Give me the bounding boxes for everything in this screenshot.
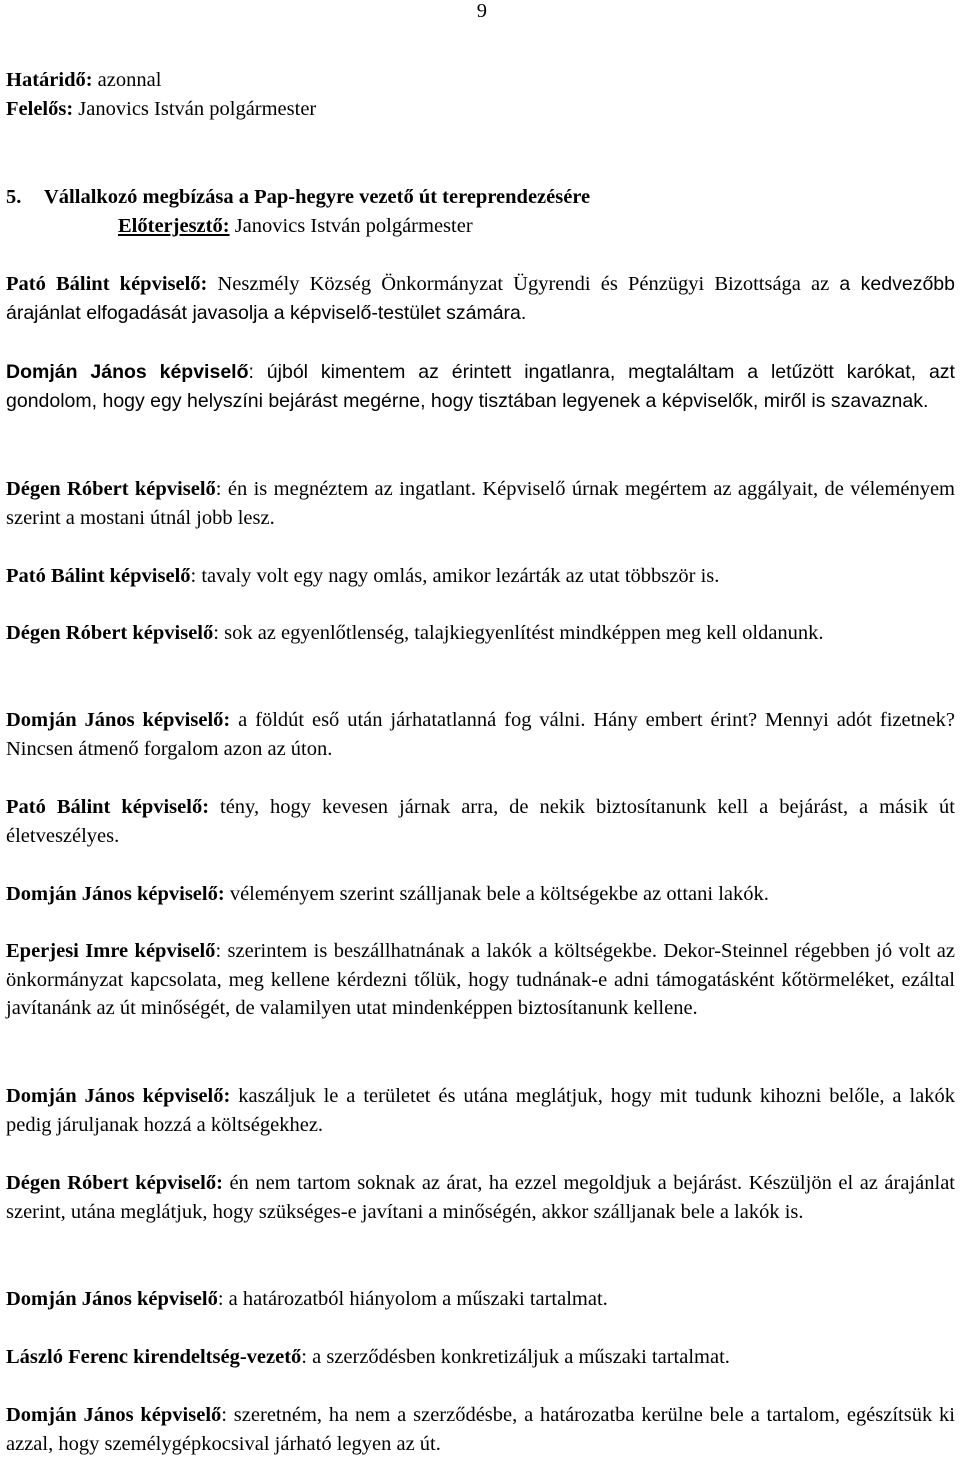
speech: a földút eső után járhatatlanná fog válni. Hány embert érint? Mennyi adót fizetnek? Nincsen átmenő forgalom azon az úton.: [6, 709, 956, 760]
responsible-value: Janovics István polgármester: [73, 98, 317, 120]
speaker: Domján János képviselő: [6, 1404, 222, 1426]
speaker: Domján János képviselő: [6, 361, 249, 383]
speaker: Dégen Róbert képviselő:: [6, 1172, 223, 1194]
page-number: 9: [476, 0, 487, 22]
paragraph-13: [6, 1343, 955, 1372]
paragraph-9: [6, 937, 955, 1023]
paragraph-4: [6, 562, 955, 591]
speech: Neszmély Község Önkormányzat Ügyrendi és Pénzügyi Bizottsága az: [207, 273, 840, 295]
speech: : én is megnéztem az ingatlant. Képviselő úrnak megértem az aggályait, de véleményem szerint a mostani útnál jobb lesz.: [6, 478, 955, 529]
responsible-line: [6, 95, 955, 124]
paragraph-11: [6, 1169, 955, 1226]
speaker: Pató Bálint képviselő:: [6, 796, 210, 818]
speaker: László Ferenc kirendeltség-vezető: [6, 1346, 302, 1368]
speaker: Eperjesi Imre képviselő: [6, 940, 216, 962]
responsible-label: Felelős:: [6, 98, 74, 120]
paragraph-8: [6, 880, 955, 909]
paragraph-14: [6, 1401, 955, 1458]
speech-continuation: a kedvezőbb árajánlat elfogadását javasolja a képviselő-testület számára.: [6, 273, 955, 324]
agenda-item-number: 5.: [6, 186, 22, 208]
speech: : a szerződésben konkretizáljuk a műszaki tartalmat.: [301, 1346, 730, 1368]
presenter-line: [6, 212, 955, 241]
speech: én nem tartom soknak az árat, ha ezzel megoldjuk a bejárást. Készüljön el az árajánlat szerint, utána meglátjuk, hogy szükséges-e javítani a minőségén, akkor szálljanak bele a lakók is.: [6, 1172, 955, 1223]
deadline-value: azonnal: [92, 69, 162, 91]
speaker: Domján János képviselő: [6, 1288, 218, 1310]
speaker: Pató Bálint képviselő:: [6, 273, 208, 295]
speaker: Domján János képviselő:: [6, 709, 231, 731]
agenda-item-heading: Vállalkozó megbízása a Pap-hegyre vezető út tereprendezésére: [44, 186, 591, 208]
speaker: Dégen Róbert képviselő: [6, 622, 214, 644]
paragraph-7: [6, 793, 955, 850]
speaker: Domján János képviselő:: [6, 883, 225, 905]
presenter-label: Előterjesztő:: [118, 215, 230, 237]
speech: : a határozatból hiányolom a műszaki tartalmat.: [217, 1288, 608, 1310]
speaker: Dégen Róbert képviselő: [6, 478, 216, 500]
speaker: Pató Bálint képviselő: [6, 565, 191, 587]
paragraph-2: [6, 358, 955, 415]
speech: véleményem szerint szálljanak bele a költségekbe az ottani lakók.: [224, 883, 769, 905]
paragraph-5: [6, 619, 955, 648]
speech: : újból kimentem az érintett ingatlanra, megtaláltam a letűzött karókat, azt gondolom, hogy egy helyszíni bejárást megérne, hogy tisztában legyenek a képviselők, miről is szavaznak.: [6, 361, 955, 412]
speech: : szerintem is beszállhatnának a lakók a költségekbe. Dekor-Steinnel régebben jó volt az önkormányzat kapcsolata, meg kellene kérdezni tőlük, hogy tudnának-e adni támogatásként kőtörmeléket, ezáltal javítanánk az út minőségét, de valamilyen utat mindenképpen biztosítanunk kellene.: [6, 940, 955, 1020]
speech: : szeretném, ha nem a szerződésbe, a határozatba kerülne bele a tartalom, egészítsük ki azzal, hogy személygépkocsival járható legyen az út.: [6, 1404, 955, 1455]
paragraph-3: [6, 475, 955, 532]
speech: kaszáljuk le a területet és utána meglátjuk, hogy mit tudunk kihozni belőle, a lakók pedig járuljanak hozzá a költségekhez.: [6, 1085, 955, 1136]
paragraph-6: [6, 706, 955, 763]
speech: tény, hogy kevesen járnak arra, de nekik biztosítanunk kell a bejárást, a másik út életveszélyes.: [6, 796, 955, 847]
presenter-value: Janovics István polgármester: [229, 215, 473, 237]
agenda-item-title: [6, 183, 955, 212]
paragraph-10: [6, 1082, 955, 1139]
paragraph-12: [6, 1285, 955, 1314]
speaker: Domján János képviselő:: [6, 1085, 231, 1107]
deadline-line: [6, 66, 955, 95]
speech: : sok az egyenlőtlenség, talajkiegyenlítést mindképpen meg kell oldanunk.: [213, 622, 824, 644]
deadline-label: Határidő:: [6, 69, 93, 91]
speech: : tavaly volt egy nagy omlás, amikor lezárták az utat többször is.: [190, 565, 720, 587]
paragraph-1: [6, 270, 955, 327]
